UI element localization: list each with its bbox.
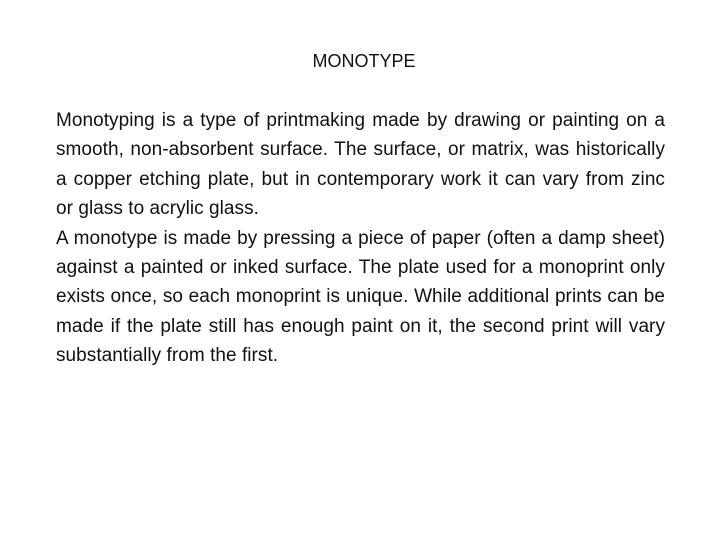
paragraph-definition: Monotyping is a type of printmaking made by drawing or painting on a smooth, non-absorbent surface. The surface, or matrix, was historically a copper etching plate, but in contemporary work it can vary from zinc or glass to acrylic glass. [56,110,665,220]
paragraph-process: A monotype is made by pressing a piece of paper (often a damp sheet) against a painted or inked surface. The plate used for a monoprint only exists once, so each monoprint is unique. While additional prints can be made if the plate still has enough paint on it, the second print will vary substantially from the first. [56,227,665,367]
slide-title: MONOTYPE [312,51,416,71]
body-text [56,106,665,371]
